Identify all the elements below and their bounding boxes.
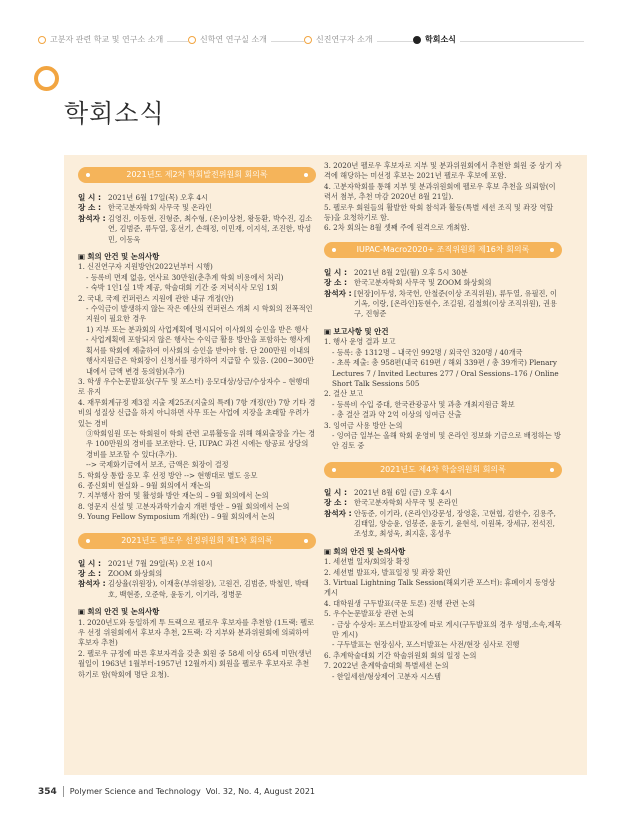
list-item: 9. Young Fellow Symposium 개최(안) – 9월 회의에서 논의 [78, 512, 275, 522]
meta-row [78, 203, 316, 213]
list-item: 3. 2020년 펠로우 후보자로 지부 및 분과위원회에서 추천한 회원 중 상기 자격에 해당하는 미선정 후보는 2021년 펠로우 후보에 포함. [324, 161, 562, 181]
list-item: 2. 세션별 발표자, 발표일정 및 좌장 확인 [324, 567, 451, 577]
list-item: 4. 재무회계규정 제3절 지출 제25조(지출의 특례) 7항 개정(안) 7항 기타 경비의 성질상 신급을 하지 아니하면 사무 또는 사업에 지장을 초래할 우려가 있는 경비 [78, 397, 316, 428]
left-column [78, 163, 316, 680]
section-header-bar: IUPAC-Macro2020+ 조직위원회 제16차 회의록 [324, 242, 562, 258]
meta-row [324, 498, 562, 508]
list-item: 2. 국내, 국제 컨퍼런스 지원에 관한 내규 개정(안) [78, 293, 234, 303]
list-item: - 등록: 총 1312명 – 내국인 992명 / 외국인 320명 / 40개국 [332, 347, 523, 357]
list-item: 1. 2020년도와 동일하게 투 트랙으로 펠로우 후보자를 추천함 (1트랙: 펠로우 선정 위원회에서 후보자 추천, 2트랙: 각 지부와 분과위원회에 의뢰하여 후보자 추천) [78, 617, 315, 648]
page-footer [38, 786, 315, 797]
ring-icon [34, 66, 59, 91]
list-item: 4. 대학원생 구두발표(국문 토론) 진행 관련 논의 [324, 598, 476, 608]
list-item: 1. 행사 운영 결과 보고 [324, 337, 396, 347]
nav-item-labs[interactable] [188, 34, 271, 45]
list-item: 7. 지부행사 참여 및 활성화 방안 재논의 – 9월 회의에서 논의 [78, 491, 269, 501]
list-item: 4. 고분자학회를 통해 지부 및 분과위원회에 펠로우 후보 추천을 의뢰함(이력서 첨부, 추천 마감 2020년 8월 21일). [324, 181, 556, 202]
right-column [324, 161, 562, 682]
meta-row [78, 579, 316, 600]
meta-value: 2021년 8월 2일(월) 오후 5시 30분 [354, 267, 468, 277]
meta-value: 한국고분자학회 사무국 및 온라인 [108, 203, 213, 213]
list-item: 1. 세션별 일자/회의장 확정 [324, 557, 410, 567]
meta-value: 한국고분자학회 사무국 및 ZOOM 화상회의 [354, 278, 492, 288]
circle-icon [188, 36, 196, 44]
content-panel [64, 155, 587, 775]
section-nav [38, 30, 584, 52]
meta-key: 일 시 : [78, 558, 101, 568]
meta-key: 참석자 : [78, 579, 106, 589]
list-item: - 숙박 1인1실 1박 제공, 학술대회 기간 중 저녁식사 모임 1회 [86, 283, 278, 293]
nav-label: 고분자 관련 학교 및 연구소 소개 [50, 35, 164, 44]
meta-key: 참석자 : [78, 213, 106, 223]
list-item: 7. 2022년 춘계학술대회 특별세션 논의 [324, 661, 449, 671]
list-item: 6. 종신회비 현실화 – 9월 회의에서 재논의 [78, 480, 211, 490]
section-subheading: ▣ 회의 안건 및 논의사항 [324, 547, 562, 557]
meta-row [78, 214, 316, 245]
list-item: - 수익금이 발생하지 않는 작은 예산의 컨퍼런스 개최 시 학회의 전폭적인 지원이 필요한 경우 [86, 304, 313, 324]
meta-key: 일 시 : [78, 193, 101, 202]
list-item: - 등록비 면제 없음, 연사료 30만원(춘추계 학회 비용에서 처리) [86, 272, 284, 282]
list-item: - 총 결산 결과 약 2억 이상의 잉여금 산출 [332, 410, 462, 420]
meta-key: 참석자 : [324, 288, 352, 298]
list-item: - 잉여금 일부는 올해 학회 운영비 및 온라인 정보화 기금으로 배정하는 방안 검토 중 [332, 430, 561, 451]
section-subheading: ▣ 보고사항 및 안건 [324, 327, 562, 337]
meta-value: 2021년 6월 17일(목) 오후 4시 [108, 193, 208, 202]
list-item: 6. 2차 회의는 8월 셋째 주에 원격으로 개최함. [324, 223, 470, 233]
filled-circle-icon [413, 36, 421, 44]
meta-key: 일 시 : [324, 267, 347, 277]
journal-name: Polymer Science and Technology [69, 787, 201, 796]
meta-value: 김상율(위원장), 이재흥(부위원장), 고원건, 김범준, 박철민, 박태호, 백현종, 오준학, 윤동기, 이기라, 정병문 [108, 579, 309, 599]
list-item: --> 국제화기금에서 보조, 금액은 회장이 결정 [86, 460, 229, 470]
list-item: 1. 신진연구자 지원방안(2022년부터 시행) [78, 262, 213, 272]
meta-value: 김영진, 이동현, 진형준, 최수형, (온)이상천, 왕동환, 박수진, 김소연, 김범준, 류두열, 홍선기, 손해정, 이민재, 이지석, 조진한, 박성민, 이동욱 [108, 213, 313, 244]
section-header-bar: 2021년도 제4차 학술위원회 회의록 [324, 462, 562, 478]
meta-key: 일 시 : [324, 487, 347, 497]
list-item: - 구두발표는 현장심사, 포스터발표는 사전/현장 심사로 진행 [332, 640, 520, 650]
list-item: 5. 우수논문발표상 관련 논의 [324, 609, 415, 619]
meta-value: 한국고분자학회 사무국 및 온라인 [354, 498, 459, 508]
meta-value: 2021년 7월 29일(목) 오전 10시 [108, 558, 213, 568]
page-number: 354 [38, 787, 57, 797]
circle-icon [38, 36, 46, 44]
page-title: 학회소식 [64, 99, 165, 128]
meta-row [324, 289, 562, 320]
section-subheading: ▣ 회의 안건 및 논의사항 [78, 252, 316, 262]
issue-info: Vol. 32, No. 4, August 2021 [205, 787, 316, 796]
section-header-bar: 2021년도 펠로우 선정위원회 제1차 회의록 [78, 533, 316, 549]
list-item: 5. 학회상 통합 응모 후 선정 방안 --> 현행대로 별도 응모 [78, 470, 258, 480]
list-item: 3. 학생 우수논문발표상(구두 및 포스터) 응모대상/상금/수상자수 – 현행대로 유지 [78, 376, 310, 397]
list-item: 2. 펠로우 규정에 따른 후보자격을 갖춘 회원 중 58세 이상 65세 미만(생년월일이 1963년 1월부터-1957년 12월까지) 회원을 펠로우 후보자로 추천하기로 함(학회에 명단 요청). [78, 648, 312, 679]
list-item: 8. 영문지 신설 및 고분자과학기술지 개편 방안 – 9월 회의에서 논의 [78, 501, 290, 511]
section-subheading: ▣ 회의 안건 및 논의사항 [78, 607, 316, 617]
meta-row [78, 559, 316, 569]
meta-value: ZOOM 화상회의 [108, 569, 163, 578]
meta-key: 참석자 : [324, 508, 352, 518]
meta-row [324, 278, 562, 288]
meta-value: 2021년 8월 6일 (금) 오후 4시 [354, 487, 452, 497]
list-item: 2. 결산 보고 [324, 389, 364, 399]
list-item: - 한일세션/형상제어 고분자 시스템 [332, 671, 441, 681]
list-item: 5. 펠로우 회원들의 활발한 학회 참석과 활동(특별 세션 조직 및 좌장 역할 등)을 요청하기로 함. [324, 202, 554, 223]
list-item: - 금상 수상자: 포스터발표장에 따로 게시(구두발표의 경우 성명,소속,제목만 게시) [332, 619, 562, 640]
list-item: 3. 잉여금 사용 방안 논의 [324, 420, 403, 430]
meta-row [324, 268, 562, 278]
section-header-bar: 2021년도 제2차 학회발전위원회 회의록 [78, 167, 316, 183]
footer-divider [63, 786, 64, 797]
nav-item-researchers[interactable] [304, 34, 377, 45]
meta-key: 장 소 : [324, 498, 347, 508]
meta-key: 장 소 : [324, 278, 347, 288]
meta-row [78, 569, 316, 579]
meta-row [78, 193, 316, 203]
meta-key: 장 소 : [78, 203, 101, 213]
meta-value: 안동준, 이기라, (온라인)강문성, 장영훈, 고현협, 김한수, 김용주, 김태일, 양승윤, 엄봉준, 윤동기, 윤현석, 이원복, 장세규, 전석진, 조성호, 최성욱, 최지훈, 홍성우 [354, 508, 556, 539]
nav-label: 신진연구자 소개 [316, 35, 373, 44]
meta-row [324, 488, 562, 498]
meta-row [324, 509, 562, 540]
list-item: - 등록비 수입 증대, 한국관광공사 및 과총 개최지원금 확보 [332, 399, 515, 409]
nav-item-news[interactable] [413, 34, 460, 45]
circle-icon [304, 36, 312, 44]
meta-key: 장 소 : [78, 569, 101, 578]
list-item: - 사업계획에 포함되지 않은 행사는 수익금 활용 방안을 포함하는 행사계획서를 학회에 제출하여 이사회의 승인을 받아야 함. 단 200만원 이내의 행사지원금은 학회장이 신청서를 평가하여 지급할 수 있음. (200~300만 내에서 금액 변경 동의함)(추가) [86, 335, 315, 376]
list-item: 3. Virtual Lightning Talk Session(해외기관 포스터): 휴폐이지 동영상 게시 [324, 578, 556, 598]
list-item: 1) 지부 또는 분과회의 사업계획에 명시되어 이사회의 승인을 받은 행사 [86, 324, 309, 334]
nav-label: 학회소식 [425, 35, 456, 44]
meta-value: [현장]이두성, 차국헌, 안철준(이상 조직위원), 류두열, 유필진, 이기옥, 이랑, [온라인]동현수, 조길원, 김철희(이상 조직위원), 권용구, 진형준 [354, 288, 557, 319]
nav-label: 신학연 연구실 소개 [200, 35, 267, 44]
list-item: - 초록 제출: 총 958편(내국 619편 / 해외 339편 / 총 39개국) Plenary Lectures 7 / Invited Lectures 277 / Oral Sessions–176 / Online Short Talk Sessions 505 [332, 358, 559, 388]
list-item: ③학회임원 또는 학회원이 학회 관련 교류활동을 위해 해외출장을 가는 경우 100만원의 경비를 보조한다. 단, IUPAC 과견 시에는 항공료 상당의 경비를 보조할 수 있다(추가). [86, 428, 316, 459]
nav-item-schools[interactable] [38, 34, 167, 45]
list-item: 6. 추계학술대회 기간 학술위원회 회의 일정 논의 [324, 650, 477, 660]
